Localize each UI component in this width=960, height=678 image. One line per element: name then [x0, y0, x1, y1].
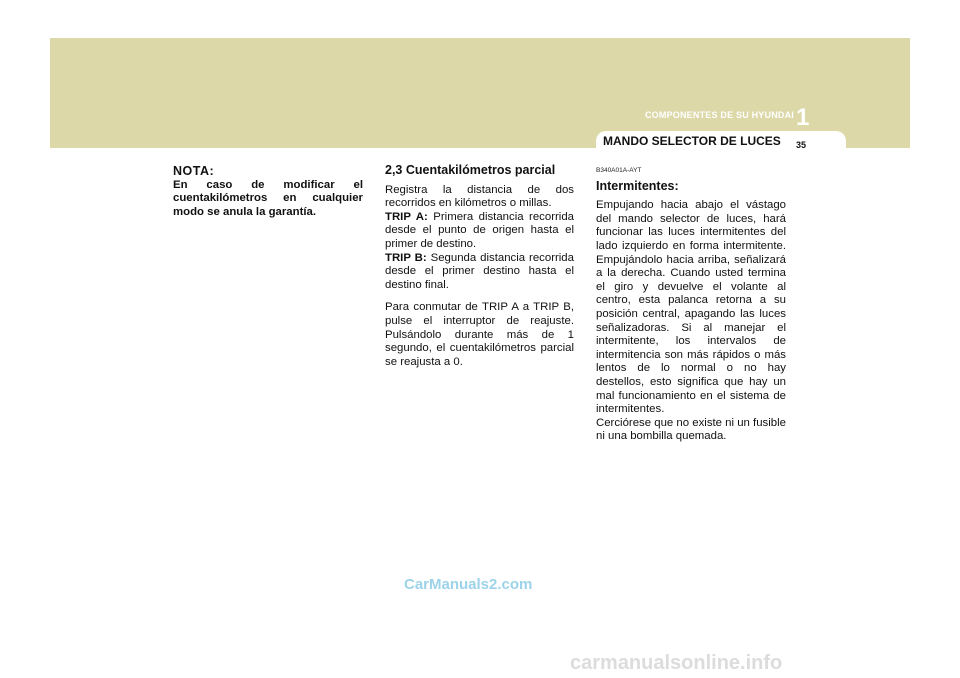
trip-odometer-heading: 2,3 Cuentakilómetros parcial	[385, 163, 556, 177]
turn-signals-body: Empujando hacia abajo el vástago del mando selector de luces, hará funcionar las luces intermitentes del lado izquierdo en forma intermitente. Empujándolo hacia arriba, señalizará a la derecha. Cuando usted termina el giro y devuelve el volante al centro, esta palanca retorna a su posición central, apagando las luces señalizadoras. Si al manejar el intermitente, los intervalos de intermitencia son más rápidos o más lentos de lo normal o no hay destellos, esto significa que hay un mal funcionamiento en el sistema de intermitentes.	[596, 199, 786, 416]
trip-b-paragraph	[385, 252, 574, 293]
trip-a-label: TRIP A:	[385, 210, 428, 223]
turn-signals-heading: Intermitentes:	[596, 178, 679, 193]
trip-odometer-column	[385, 164, 574, 369]
chapter-number: 1	[796, 104, 810, 131]
trip-intro: Registra la distancia de dos recorridos en kilómetros o millas.	[385, 183, 574, 210]
paragraph-gap	[385, 292, 574, 301]
chapter-label: COMPONENTES DE SU HYUNDAI	[644, 110, 794, 120]
trip-a-text: Primera distancia recorrida desde el punto de origen hasta el primer de destino.	[385, 210, 574, 250]
page-number: 35	[796, 140, 807, 150]
section-title: MANDO SELECTOR DE LUCES	[603, 134, 781, 148]
trip-reset-paragraph: Para conmutar de TRIP A a TRIP B, pulse el interruptor de reajuste. Pulsándolo durante más de 1 segundo, el cuentakilómetros parcial se reajusta a 0.	[385, 301, 574, 368]
section-code: B340A01A-AYT	[596, 167, 642, 174]
note-body: En caso de modificar el cuentakilómetros en cualquier modo se anula la garantía.	[173, 178, 363, 218]
footer-watermark: carmanualsonline.info	[570, 652, 783, 674]
site-watermark: CarManuals2.com	[404, 576, 533, 593]
trip-b-label: TRIP B:	[385, 251, 427, 264]
trip-a-paragraph	[385, 211, 574, 252]
trip-b-text: Segunda distancia recorrida desde el primer destino hasta el destino final.	[385, 251, 574, 291]
note-column	[173, 165, 363, 219]
turn-signals-check: Cerciórese que no existe ni un fusible ni una bombilla quemada.	[596, 416, 786, 443]
turn-signals-column	[596, 164, 786, 444]
note-title: NOTA:	[173, 164, 215, 178]
